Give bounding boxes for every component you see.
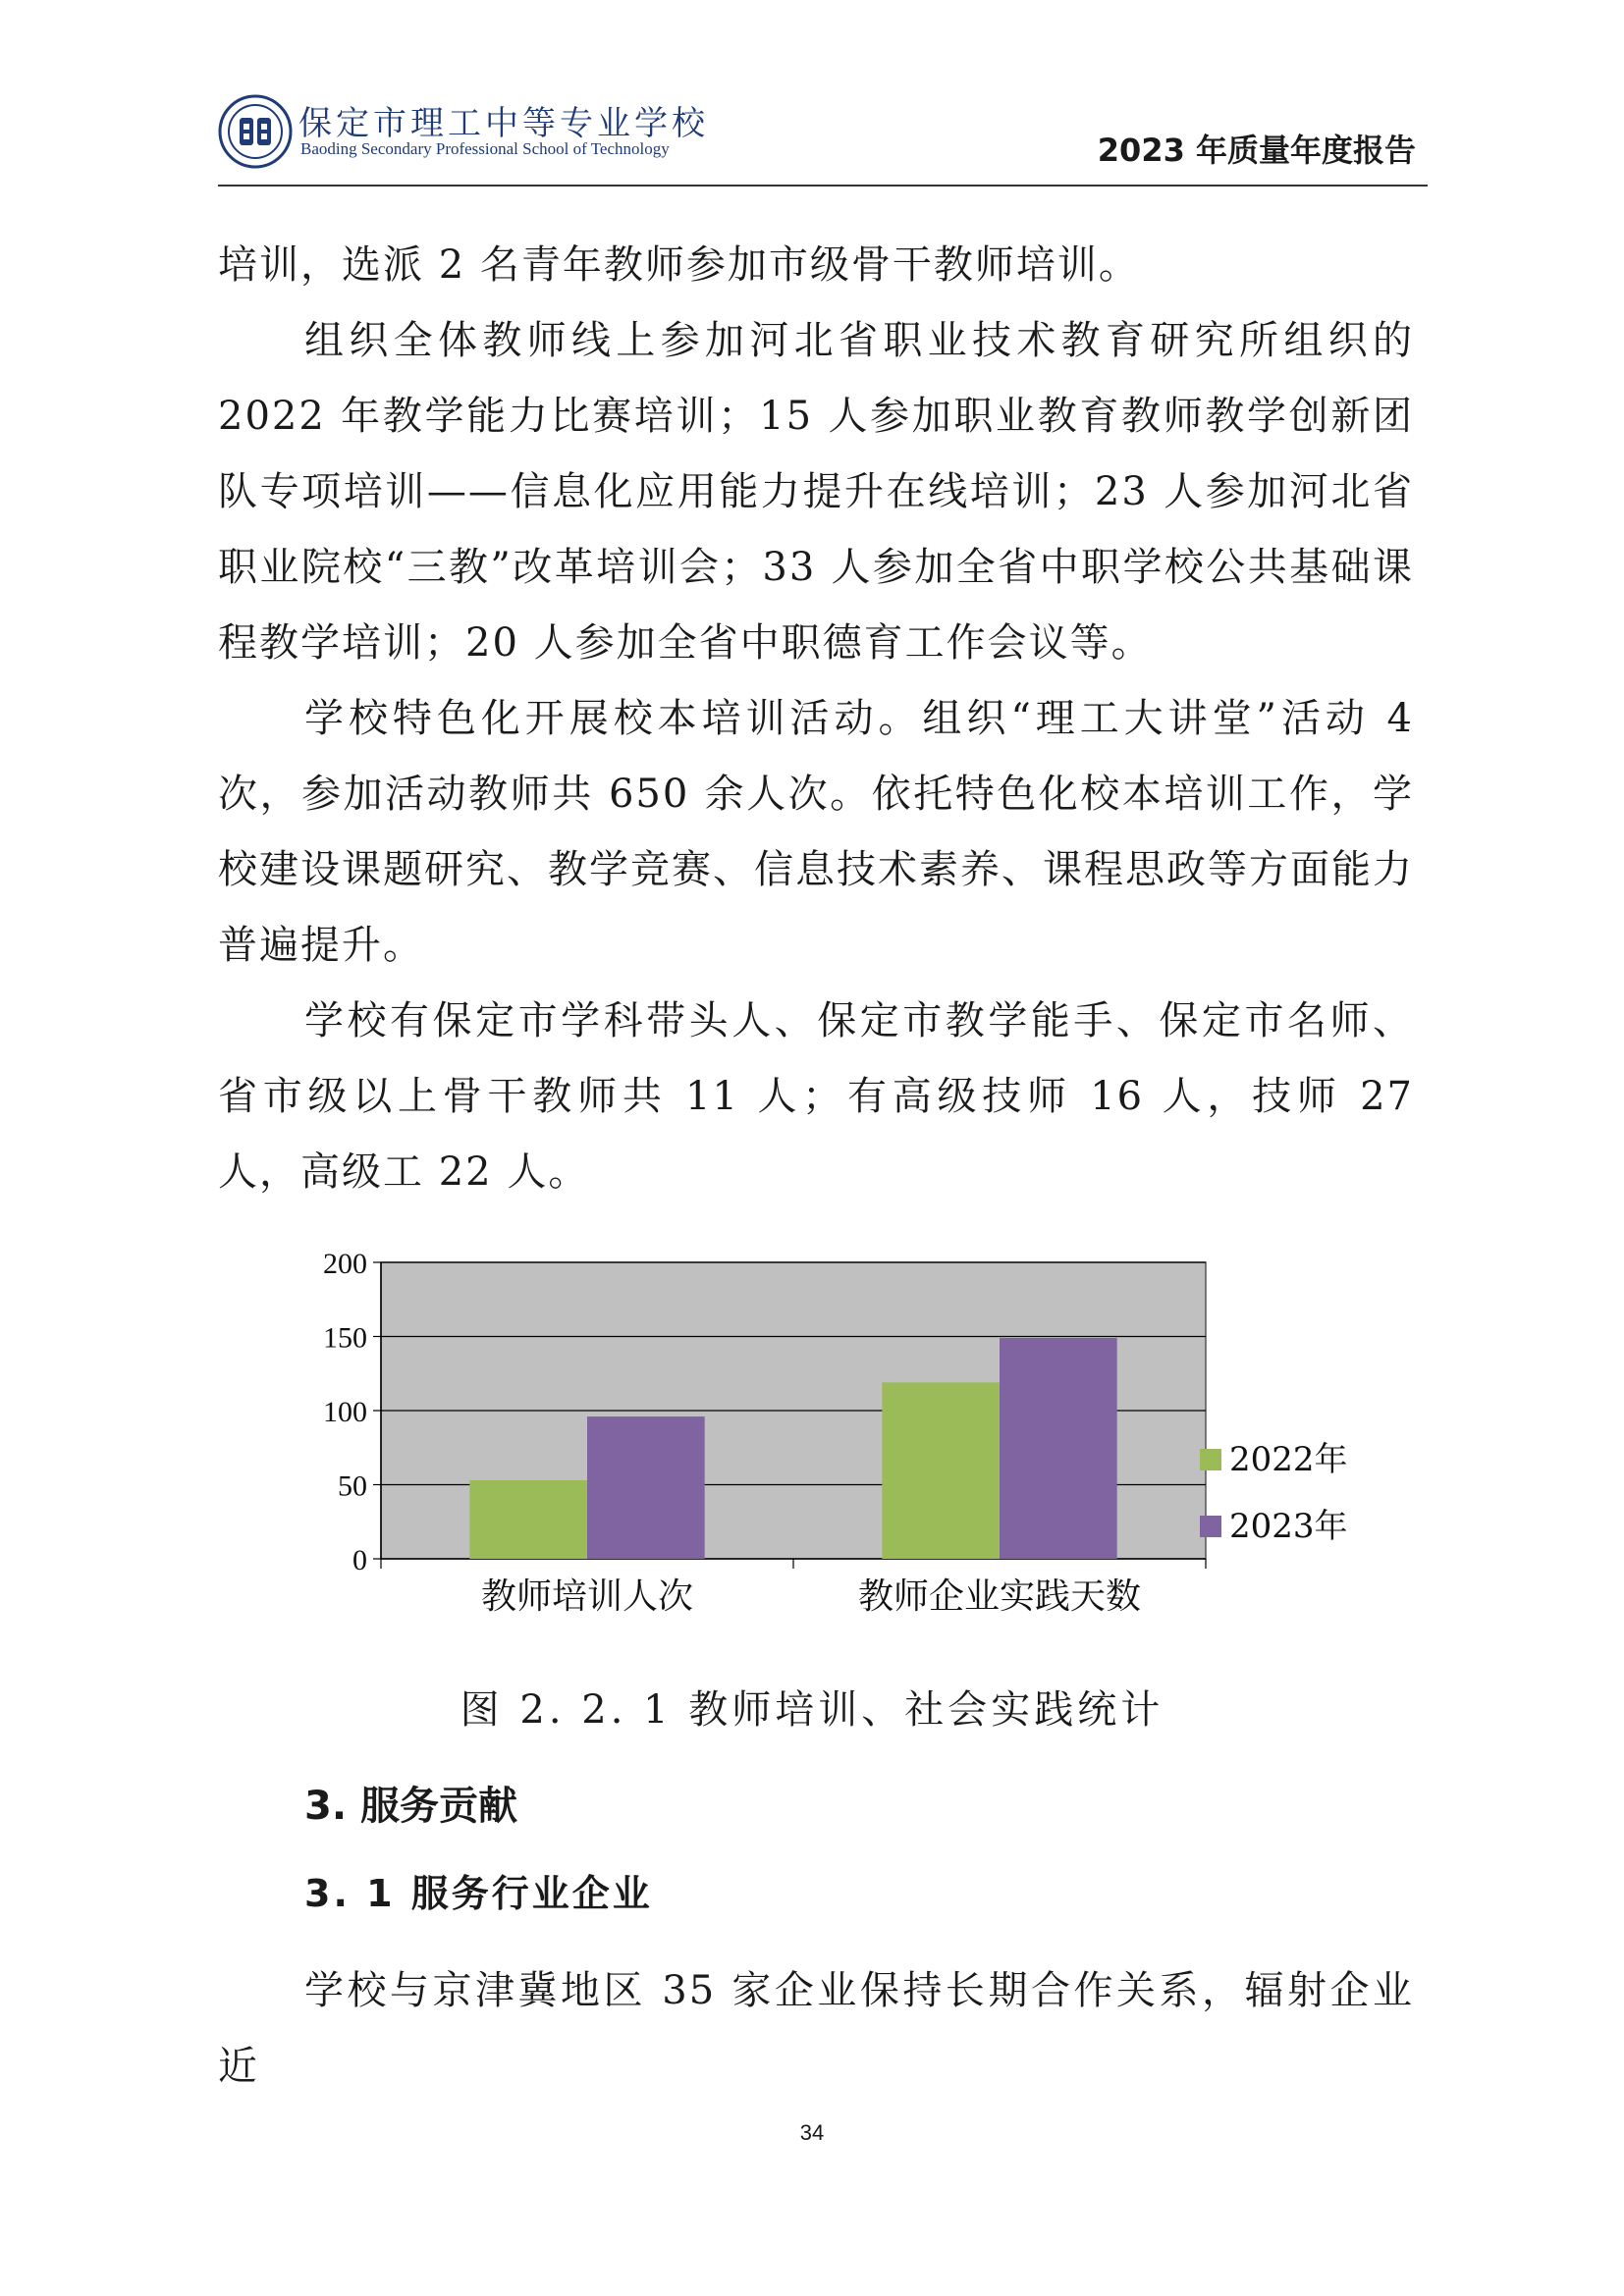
y-tick-label: 150: [323, 1321, 367, 1355]
bar: [1000, 1338, 1117, 1559]
paragraph: 组织全体教师线上参加河北省职业技术教育研究所组织的 2022 年教学能力比赛培训；15 人参加职业教育教师教学创新团队专项培训——信息化应用能力提升在线培训；23 人参加河北省职业院校“三教”改革培训会；33 人参加全省中职学校公共基础课程教学培训；20 人参加全省中职德育工作会议等。: [218, 318, 1414, 666]
body-text: [218, 228, 1414, 1210]
y-tick-label: 200: [323, 1248, 367, 1280]
school-name-en: Baoding Secondary Professional School of Technology: [300, 139, 670, 158]
y-tick-label: 100: [323, 1396, 367, 1428]
bar-chart: [295, 1245, 1375, 1647]
paragraph: 学校与京津冀地区 35 家企业保持长期合作关系，辐射企业近: [218, 1968, 1414, 2089]
page-number: 34: [799, 2120, 825, 2145]
y-tick-label: 0: [352, 1544, 367, 1576]
x-tick-label: 教师企业实践天数: [857, 1576, 1142, 1617]
y-tick-label: 50: [338, 1469, 367, 1503]
subsection-heading: 3. 1 服务行业企业: [304, 1872, 653, 1915]
bar: [469, 1480, 587, 1559]
figure-caption: 图 2. 2. 1 教师培训、社会实践统计: [460, 1687, 1164, 1733]
paragraph: 学校特色化开展校本培训活动。组织“理工大讲堂”活动 4 次，参加活动教师共 650 余人次。依托特色化校本培训工作，学校建设课题研究、教学竞赛、信息技术素养、课程思政等方面能力普遍提升。: [218, 696, 1414, 968]
bar: [882, 1382, 1000, 1559]
page-header: [218, 88, 1428, 187]
paragraph: 培训，选派 2 名青年教师参加市级骨干教师培训。: [218, 242, 1140, 288]
legend-label: 2023年: [1229, 1507, 1348, 1546]
header-divider: [218, 185, 1428, 187]
school-name-cn: 保定市理工中等专业学校: [298, 104, 709, 143]
legend-label: 2022年: [1229, 1440, 1348, 1479]
report-title: 2023 年质量年度报告: [1097, 132, 1416, 169]
legend-swatch: [1200, 1449, 1221, 1470]
legend-swatch: [1200, 1516, 1221, 1537]
x-tick-label: 教师培训人次: [480, 1576, 694, 1617]
paragraph: 学校有保定市学科带头人、保定市教学能手、保定市名师、省市级以上骨干教师共 11 人；有高级技师 16 人，技师 27 人，高级工 22 人。: [218, 998, 1414, 1195]
body-text-continued: [218, 1953, 1414, 2105]
section-heading: 3. 服务贡献: [304, 1784, 517, 1829]
bar: [587, 1416, 705, 1559]
school-seal-icon: [218, 94, 293, 169]
